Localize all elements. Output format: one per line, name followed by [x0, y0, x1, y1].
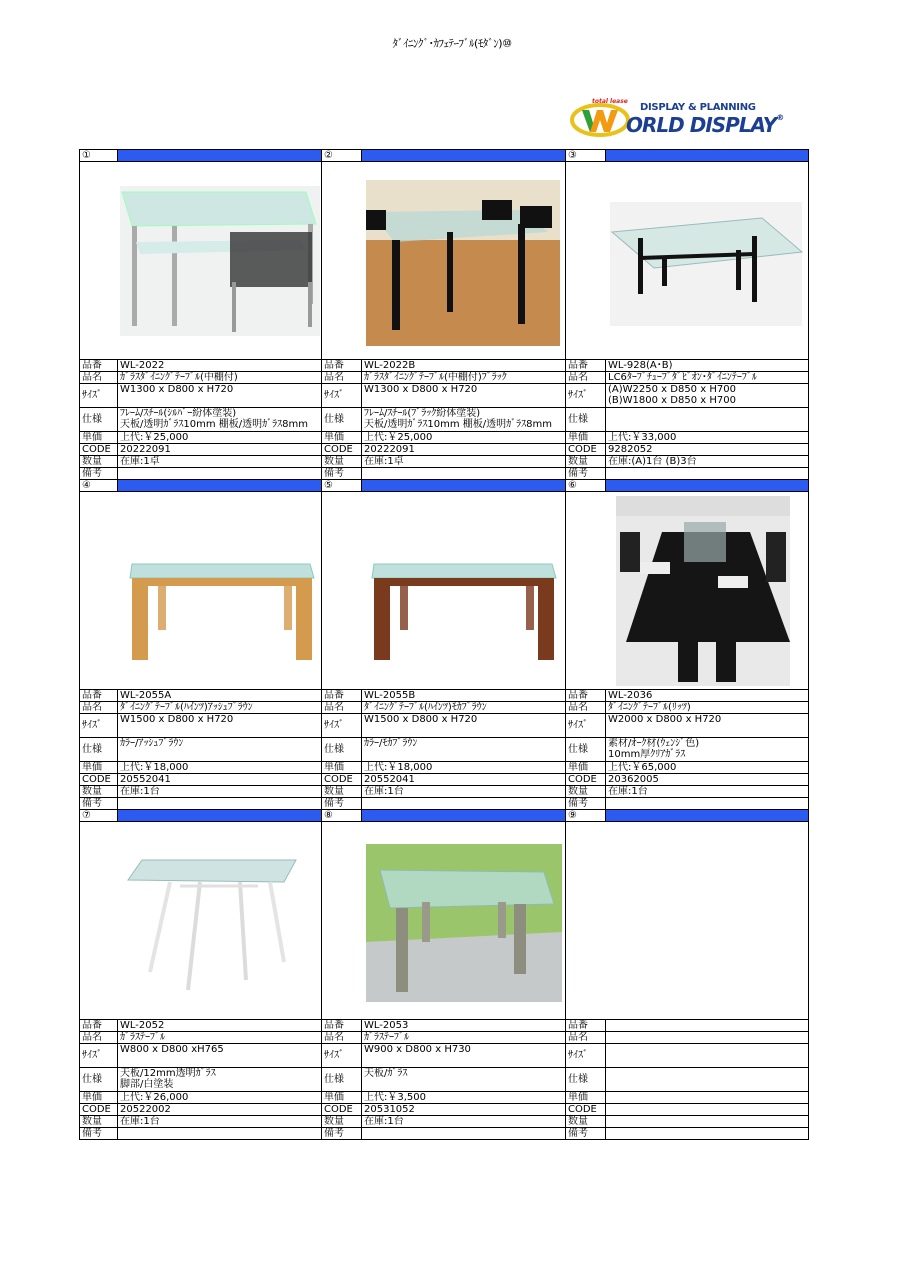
product-number: ⑤ [322, 480, 362, 492]
label-size: ｻｲｽﾞ [566, 714, 606, 738]
value-biko [118, 1128, 322, 1140]
value-biko [606, 1128, 809, 1140]
product-image-cell [566, 492, 809, 690]
label-biko: 備考 [322, 468, 362, 480]
white-leg-table-photo [80, 822, 322, 1019]
lc6-table-photo [566, 162, 808, 359]
label-biko: 備考 [80, 1128, 118, 1140]
label-size: ｻｲｽﾞ [80, 384, 118, 408]
header-bar [362, 810, 566, 822]
label-biko: 備考 [566, 798, 606, 810]
label-shiyo: 仕様 [80, 408, 118, 432]
value-hinban [606, 1020, 809, 1032]
product-image-cell [322, 162, 566, 360]
label-hinmei: 品名 [80, 372, 118, 384]
label-hinban: 品番 [566, 690, 606, 702]
ritz-table-photo [566, 492, 808, 689]
label-shiyo: 仕様 [322, 738, 362, 762]
label-biko: 備考 [80, 468, 118, 480]
value-shiyo [362, 408, 566, 432]
size-line1: W1500 x D800 x H720 [120, 714, 234, 725]
label-shiyo: 仕様 [566, 408, 606, 432]
value-size [606, 714, 809, 738]
value-code: 20552041 [362, 774, 566, 786]
shiyo-line1: 素材/ｵｰｸ材(ｳｪﾝｼﾞ色) [608, 738, 700, 749]
value-size [606, 1044, 809, 1068]
label-size: ｻｲｽﾞ [80, 1044, 118, 1068]
value-hinban: WL-2055B [362, 690, 566, 702]
value-tanka: 上代:￥18,000 [118, 762, 322, 774]
value-suryo: 在庫:(A)1台 (B)3台 [606, 456, 809, 468]
shiyo-line1: ﾌﾚｰﾑ/ｽﾁｰﾙ(ｼﾙﾊﾞｰ紛体塗装) [120, 408, 237, 419]
label-suryo: 数量 [80, 1116, 118, 1128]
label-hinmei: 品名 [566, 702, 606, 714]
value-shiyo [118, 738, 322, 762]
shiyo-line1: ｶﾗｰ/ﾓｶﾌﾞﾗｳﾝ [364, 738, 418, 749]
label-size: ｻｲｽﾞ [322, 384, 362, 408]
header-bar [118, 810, 322, 822]
value-hinmei: ｶﾞﾗｽﾃｰﾌﾞﾙ [118, 1032, 322, 1044]
value-code: 20522002 [118, 1104, 322, 1116]
label-tanka: 単価 [80, 432, 118, 444]
label-hinmei: 品名 [80, 1032, 118, 1044]
value-size [118, 714, 322, 738]
value-tanka: 上代:￥65,000 [606, 762, 809, 774]
value-code: 20362005 [606, 774, 809, 786]
size-line1: (A)W2250 x D850 x H700 [608, 384, 736, 395]
value-hinban: WL-2053 [362, 1020, 566, 1032]
value-hinmei: ｶﾞﾗｽﾀﾞｲﾆﾝｸﾞﾃｰﾌﾞﾙ(中棚付)ﾌﾞﾗｯｸ [362, 372, 566, 384]
value-suryo: 在庫:1台 [118, 1116, 322, 1128]
size-line1: W1300 x D800 x H720 [364, 384, 478, 395]
glass-table-black-photo [322, 162, 564, 359]
product-image-cell [566, 162, 809, 360]
label-suryo: 数量 [80, 786, 118, 798]
value-size [606, 384, 809, 408]
w-logo-icon [570, 102, 630, 138]
label-tanka: 単価 [322, 762, 362, 774]
label-code: CODE [322, 1104, 362, 1116]
value-shiyo [118, 1068, 322, 1092]
value-suryo: 在庫:1台 [606, 786, 809, 798]
size-line1: W800 x D800 xH765 [120, 1044, 224, 1055]
label-shiyo: 仕様 [566, 1068, 606, 1092]
label-code: CODE [80, 444, 118, 456]
label-tanka: 単価 [322, 1092, 362, 1104]
label-suryo: 数量 [566, 456, 606, 468]
value-code: 20222091 [118, 444, 322, 456]
label-hinban: 品番 [566, 1020, 606, 1032]
value-biko [362, 1128, 566, 1140]
hines-ash-photo [80, 492, 322, 689]
value-code: 20222091 [362, 444, 566, 456]
value-biko [118, 798, 322, 810]
label-code: CODE [566, 1104, 606, 1116]
value-hinmei: ﾀﾞｲﾆﾝｸﾞﾃｰﾌﾞﾙ(ﾘｯﾂ) [606, 702, 809, 714]
value-hinban: WL-2022 [118, 360, 322, 372]
glass-table-green-photo [322, 822, 564, 1019]
label-biko: 備考 [322, 798, 362, 810]
hines-mocha-photo [322, 492, 564, 689]
label-tanka: 単価 [80, 762, 118, 774]
value-hinban: WL-2036 [606, 690, 809, 702]
label-hinban: 品番 [80, 690, 118, 702]
value-hinmei [606, 1032, 809, 1044]
header-bar [606, 810, 809, 822]
label-hinban: 品番 [80, 1020, 118, 1032]
shiyo-line1: 天板/ｶﾞﾗｽ [364, 1068, 408, 1079]
label-hinmei: 品名 [322, 1032, 362, 1044]
value-tanka: 上代:￥3,500 [362, 1092, 566, 1104]
label-suryo: 数量 [322, 1116, 362, 1128]
value-hinmei: ﾀﾞｲﾆﾝｸﾞﾃｰﾌﾞﾙ(ﾊｲﾝﾂ)ﾓｶﾌﾞﾗｳﾝ [362, 702, 566, 714]
product-number: ⑨ [566, 810, 606, 822]
label-tanka: 単価 [566, 762, 606, 774]
glass-table-silver-photo [80, 162, 322, 359]
value-suryo: 在庫:1卓 [362, 456, 566, 468]
size-line1: W2000 x D800 x H720 [608, 714, 722, 725]
value-suryo [606, 1116, 809, 1128]
shiyo-line1: ｶﾗｰ/ｱｯｼｭﾌﾞﾗｳﾝ [120, 738, 184, 749]
value-tanka [606, 1092, 809, 1104]
value-code: 9282052 [606, 444, 809, 456]
label-biko: 備考 [80, 798, 118, 810]
label-size: ｻｲｽﾞ [566, 1044, 606, 1068]
label-code: CODE [566, 444, 606, 456]
header-bar [118, 150, 322, 162]
header-bar [606, 480, 809, 492]
label-biko: 備考 [566, 1128, 606, 1140]
shiyo-line1: 天板/12mm透明ｶﾞﾗｽ [120, 1068, 216, 1079]
label-tanka: 単価 [566, 432, 606, 444]
value-hinmei: ｶﾞﾗｽﾃｰﾌﾞﾙ [362, 1032, 566, 1044]
product-number: ④ [80, 480, 118, 492]
size-line1: W1300 x D800 x H720 [120, 384, 234, 395]
label-hinban: 品番 [322, 690, 362, 702]
empty-photo [566, 822, 808, 1019]
product-number: ⑦ [80, 810, 118, 822]
label-suryo: 数量 [322, 456, 362, 468]
value-code [606, 1104, 809, 1116]
value-tanka: 上代:￥25,000 [362, 432, 566, 444]
label-code: CODE [80, 1104, 118, 1116]
product-number: ② [322, 150, 362, 162]
label-suryo: 数量 [566, 1116, 606, 1128]
value-biko [118, 468, 322, 480]
value-shiyo [606, 408, 809, 432]
product-image-cell [80, 822, 322, 1020]
product-grid [79, 149, 809, 1140]
product-image-cell [566, 822, 809, 1020]
label-shiyo: 仕様 [80, 738, 118, 762]
value-size [362, 1044, 566, 1068]
value-hinban: WL-2055A [118, 690, 322, 702]
value-biko [606, 468, 809, 480]
label-hinmei: 品名 [80, 702, 118, 714]
product-number: ① [80, 150, 118, 162]
value-code: 20552041 [118, 774, 322, 786]
shiyo-line2: 天板/透明ｶﾞﾗｽ10mm 棚板/透明ｶﾞﾗｽ8mm [120, 419, 308, 430]
header-bar [362, 480, 566, 492]
label-shiyo: 仕様 [322, 1068, 362, 1092]
header-bar [362, 150, 566, 162]
value-biko [606, 798, 809, 810]
label-size: ｻｲｽﾞ [566, 384, 606, 408]
label-suryo: 数量 [322, 786, 362, 798]
value-hinban: WL-928(A･B) [606, 360, 809, 372]
value-shiyo [606, 738, 809, 762]
label-hinmei: 品名 [322, 372, 362, 384]
label-suryo: 数量 [80, 456, 118, 468]
value-shiyo [362, 1068, 566, 1092]
value-biko [362, 468, 566, 480]
label-shiyo: 仕様 [80, 1068, 118, 1092]
product-image-cell [80, 492, 322, 690]
shiyo-line1: ﾌﾚｰﾑ/ｽﾁｰﾙ(ﾌﾞﾗｯｸ紛体塗装) [364, 408, 481, 419]
label-hinmei: 品名 [566, 1032, 606, 1044]
label-shiyo: 仕様 [566, 738, 606, 762]
value-suryo: 在庫:1台 [362, 1116, 566, 1128]
label-hinmei: 品名 [322, 702, 362, 714]
label-hinban: 品番 [322, 1020, 362, 1032]
value-size [362, 714, 566, 738]
product-image-cell [322, 492, 566, 690]
shiyo-line2: 脚部/白塗装 [120, 1079, 174, 1090]
size-line1: W900 x D800 x H730 [364, 1044, 471, 1055]
value-hinmei: ﾀﾞｲﾆﾝｸﾞﾃｰﾌﾞﾙ(ﾊｲﾝﾂ)ｱｯｼｭﾌﾞﾗｳﾝ [118, 702, 322, 714]
value-suryo: 在庫:1卓 [118, 456, 322, 468]
product-number: ③ [566, 150, 606, 162]
value-size [362, 384, 566, 408]
value-tanka: 上代:￥18,000 [362, 762, 566, 774]
size-line1: W1500 x D800 x H720 [364, 714, 478, 725]
label-hinban: 品番 [322, 360, 362, 372]
shiyo-line2: 天板/透明ｶﾞﾗｽ10mm 棚板/透明ｶﾞﾗｽ8mm [364, 419, 552, 430]
label-size: ｻｲｽﾞ [80, 714, 118, 738]
label-code: CODE [566, 774, 606, 786]
logo-small-text: total lease [592, 98, 628, 105]
label-tanka: 単価 [322, 432, 362, 444]
shiyo-line2: 10mm厚ｸﾘｱｶﾞﾗｽ [608, 749, 686, 760]
value-hinmei: LC6ﾀｰﾌﾞﾁｭｰﾌﾞﾀﾞﾋﾞｵﾝ･ﾀﾞｲﾆﾝﾃｰﾌﾞﾙ [606, 372, 809, 384]
value-size [118, 1044, 322, 1068]
value-hinban: WL-2022B [362, 360, 566, 372]
label-tanka: 単価 [80, 1092, 118, 1104]
value-biko [362, 798, 566, 810]
value-suryo: 在庫:1台 [118, 786, 322, 798]
label-hinban: 品番 [566, 360, 606, 372]
value-suryo: 在庫:1台 [362, 786, 566, 798]
label-biko: 備考 [566, 468, 606, 480]
value-code: 20531052 [362, 1104, 566, 1116]
logo-line2: ORLD DISPLAY® [626, 113, 784, 137]
value-size [118, 384, 322, 408]
label-suryo: 数量 [566, 786, 606, 798]
value-tanka: 上代:￥26,000 [118, 1092, 322, 1104]
value-tanka: 上代:￥25,000 [118, 432, 322, 444]
label-hinmei: 品名 [566, 372, 606, 384]
label-code: CODE [322, 444, 362, 456]
label-hinban: 品番 [80, 360, 118, 372]
label-biko: 備考 [322, 1128, 362, 1140]
label-code: CODE [80, 774, 118, 786]
label-code: CODE [322, 774, 362, 786]
label-shiyo: 仕様 [322, 408, 362, 432]
value-shiyo [606, 1068, 809, 1092]
value-tanka: 上代:￥33,000 [606, 432, 809, 444]
size-line2: (B)W1800 x D850 x H700 [608, 395, 736, 406]
product-number: ⑥ [566, 480, 606, 492]
header-bar [118, 480, 322, 492]
value-hinban: WL-2052 [118, 1020, 322, 1032]
product-image-cell [322, 822, 566, 1020]
product-number: ⑧ [322, 810, 362, 822]
value-hinmei: ｶﾞﾗｽﾀﾞｲﾆﾝｸﾞﾃｰﾌﾞﾙ(中棚付) [118, 372, 322, 384]
header-bar [606, 150, 809, 162]
page-title: ﾀﾞｲﾆﾝｸﾞ･ｶﾌｪﾃｰﾌﾞﾙ(ﾓﾀﾞﾝ)⑩ [392, 37, 512, 50]
label-size: ｻｲｽﾞ [322, 1044, 362, 1068]
value-shiyo [362, 738, 566, 762]
product-image-cell [80, 162, 322, 360]
label-size: ｻｲｽﾞ [322, 714, 362, 738]
value-shiyo [118, 408, 322, 432]
label-tanka: 単価 [566, 1092, 606, 1104]
world-display-logo [570, 100, 806, 140]
logo-line1: DISPLAY & PLANNING [640, 102, 756, 113]
